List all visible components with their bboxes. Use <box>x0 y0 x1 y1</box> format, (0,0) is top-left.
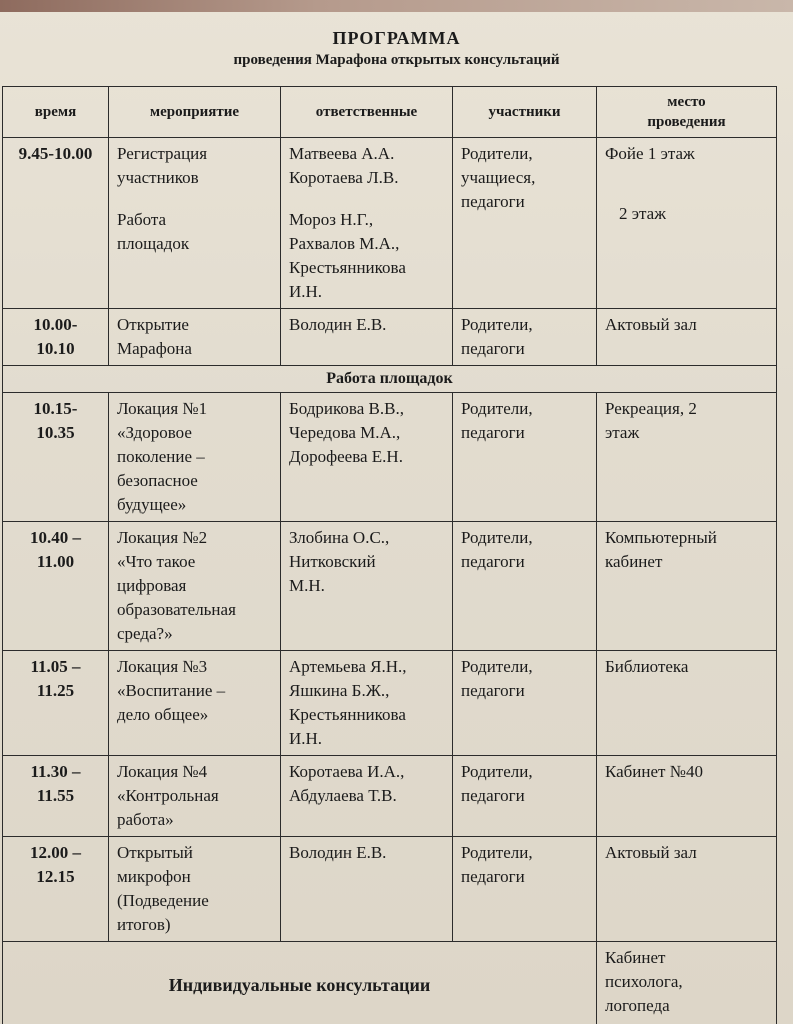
participants-line: педагоги <box>461 681 525 700</box>
event-cell <box>109 309 281 366</box>
event-line: Локация №3 <box>117 657 208 676</box>
responsible-line: Нитковский <box>289 552 376 571</box>
header-place-line: место <box>667 94 706 110</box>
event-line: Локация №2 <box>117 528 208 547</box>
header-place-line: проведения <box>647 114 726 130</box>
responsible-line: Абдулаева Т.В. <box>289 786 397 805</box>
event-line: Марафона <box>117 339 192 358</box>
responsible-line: Володин Е.В. <box>289 843 387 862</box>
place-line: Рекреация, 2 <box>605 399 697 418</box>
event-line: «Воспитание – <box>117 681 226 700</box>
place-line: психолога, <box>605 972 683 991</box>
participants-line: Родители, <box>461 843 533 862</box>
time-cell <box>3 393 109 522</box>
responsible-cell <box>281 837 453 942</box>
event-line: дело общее» <box>117 705 209 724</box>
event-line: Локация №1 <box>117 399 208 418</box>
time-line: 12.00 – <box>30 843 81 862</box>
event-line: Регистрация <box>117 144 208 163</box>
document-title: ПРОГРАММА <box>332 28 461 48</box>
responsible-line: Коротаева И.А., <box>289 762 405 781</box>
participants-line: педагоги <box>461 423 525 442</box>
table-row <box>3 309 777 366</box>
time-line: 10.10 <box>36 339 75 358</box>
event-cell <box>109 756 281 837</box>
place-cell <box>597 309 777 366</box>
responsible-line: Чередова М.А., <box>289 423 401 442</box>
time-cell <box>3 651 109 756</box>
time-line: 11.00 <box>36 552 75 571</box>
place-cell <box>597 942 777 1024</box>
responsible-line: Коротаева Л.В. <box>289 168 399 187</box>
place-cell <box>597 756 777 837</box>
table-row <box>3 393 777 522</box>
event-line: среда?» <box>117 624 173 643</box>
responsible-cell <box>281 651 453 756</box>
responsible-line: И.Н. <box>289 729 323 748</box>
participants-line: учащиеся, <box>461 168 536 187</box>
time-cell <box>3 756 109 837</box>
responsible-line: Дорофеева Е.Н. <box>289 447 403 466</box>
place-line: 2 этаж <box>619 204 666 223</box>
responsible-line: Матвеева А.А. <box>289 144 395 163</box>
page-top-edge <box>0 0 793 12</box>
table-row <box>3 522 777 651</box>
event-line: работа» <box>117 810 174 829</box>
responsible-line: Мороз Н.Г., <box>289 210 374 229</box>
event-line: итогов) <box>117 915 171 934</box>
responsible-cell <box>281 756 453 837</box>
event-cell <box>109 138 281 309</box>
place-cell <box>597 837 777 942</box>
responsible-cell <box>281 309 453 366</box>
place-line: Кабинет <box>605 948 666 967</box>
time-cell <box>3 138 109 309</box>
time-line: 10.35 <box>36 423 75 442</box>
participants-cell <box>453 651 597 756</box>
participants-cell <box>453 756 597 837</box>
place-cell <box>597 651 777 756</box>
event-line: «Что такое <box>117 552 196 571</box>
participants-cell <box>453 309 597 366</box>
event-cell <box>109 522 281 651</box>
event-line: Открытый <box>117 843 193 862</box>
responsible-cell <box>281 393 453 522</box>
section-title: Работа площадок <box>3 366 777 393</box>
table-row <box>3 837 777 942</box>
event-line: «Контрольная <box>117 786 219 805</box>
time-cell <box>3 837 109 942</box>
responsible-cell <box>281 138 453 309</box>
time-line: 11.55 <box>36 786 75 805</box>
event-line: безопасное <box>117 471 198 490</box>
time-cell <box>3 309 109 366</box>
event-line: Локация №4 <box>117 762 208 781</box>
responsible-cell <box>281 522 453 651</box>
event-line: микрофон <box>117 867 191 886</box>
header-place <box>597 87 777 138</box>
time-line: 11.25 <box>36 681 75 700</box>
event-line: Открытие <box>117 315 189 334</box>
place-cell <box>597 138 777 309</box>
place-cell <box>597 522 777 651</box>
document-subtitle: проведения Марафона открытых консультаций <box>233 52 560 68</box>
header-responsible: ответственные <box>281 87 453 138</box>
event-line: (Подведение <box>117 891 209 910</box>
place-line: Актовый зал <box>605 315 697 334</box>
event-line: площадок <box>117 234 190 253</box>
table-row <box>3 756 777 837</box>
individual-consultations-label: Индивидуальные консультации <box>3 942 597 1024</box>
time-line: 9.45-10.00 <box>18 144 93 163</box>
event-cell <box>109 837 281 942</box>
time-cell <box>3 522 109 651</box>
participants-line: Родители, <box>461 399 533 418</box>
participants-line: Родители, <box>461 657 533 676</box>
place-line: Компьютерный <box>605 528 717 547</box>
place-line: Библиотека <box>605 657 689 676</box>
time-line: 11.30 – <box>30 762 81 781</box>
program-table <box>2 86 777 1024</box>
event-line: «Здоровое <box>117 423 192 442</box>
participants-line: педагоги <box>461 786 525 805</box>
responsible-line: И.Н. <box>289 282 323 301</box>
responsible-line: Крестьянникова <box>289 258 406 277</box>
header-event: мероприятие <box>109 87 281 138</box>
place-cell <box>597 393 777 522</box>
responsible-line: Володин Е.В. <box>289 315 387 334</box>
participants-cell <box>453 393 597 522</box>
time-line: 10.15- <box>33 399 78 418</box>
responsible-line: Злобина О.С., <box>289 528 390 547</box>
event-line: образовательная <box>117 600 236 619</box>
event-cell <box>109 393 281 522</box>
header-row <box>3 87 777 138</box>
header-participants: участники <box>453 87 597 138</box>
event-cell <box>109 651 281 756</box>
responsible-line: Крестьянникова <box>289 705 406 724</box>
place-line: кабинет <box>605 552 663 571</box>
participants-cell <box>453 138 597 309</box>
section-row <box>3 366 777 393</box>
participants-line: педагоги <box>461 867 525 886</box>
table-row <box>3 651 777 756</box>
place-line: Кабинет №40 <box>605 762 703 781</box>
responsible-line: М.Н. <box>289 576 325 595</box>
time-line: 11.05 – <box>30 657 81 676</box>
table-row <box>3 138 777 309</box>
time-line: 12.15 <box>36 867 75 886</box>
place-line: этаж <box>605 423 640 442</box>
place-line: Актовый зал <box>605 843 697 862</box>
participants-cell <box>453 522 597 651</box>
time-line: 10.00- <box>33 315 78 334</box>
participants-cell <box>453 837 597 942</box>
place-line: логопеда <box>605 996 670 1015</box>
participants-line: педагоги <box>461 339 525 358</box>
event-line: Работа <box>117 210 167 229</box>
participants-line: Родители, <box>461 144 533 163</box>
responsible-line: Артемьева Я.Н., <box>289 657 407 676</box>
participants-line: педагоги <box>461 192 525 211</box>
participants-line: Родители, <box>461 528 533 547</box>
participants-line: педагоги <box>461 552 525 571</box>
participants-line: Родители, <box>461 762 533 781</box>
event-line: цифровая <box>117 576 187 595</box>
participants-line: Родители, <box>461 315 533 334</box>
responsible-line: Бодрикова В.В., <box>289 399 404 418</box>
event-line: участников <box>117 168 199 187</box>
header-time: время <box>3 87 109 138</box>
place-line: Фойе 1 этаж <box>605 144 695 163</box>
event-line: будущее» <box>117 495 187 514</box>
footer-row <box>3 942 777 1024</box>
event-line: поколение – <box>117 447 205 466</box>
responsible-line: Яшкина Б.Ж., <box>289 681 390 700</box>
responsible-line: Рахвалов М.А., <box>289 234 400 253</box>
time-line: 10.40 – <box>30 528 81 547</box>
